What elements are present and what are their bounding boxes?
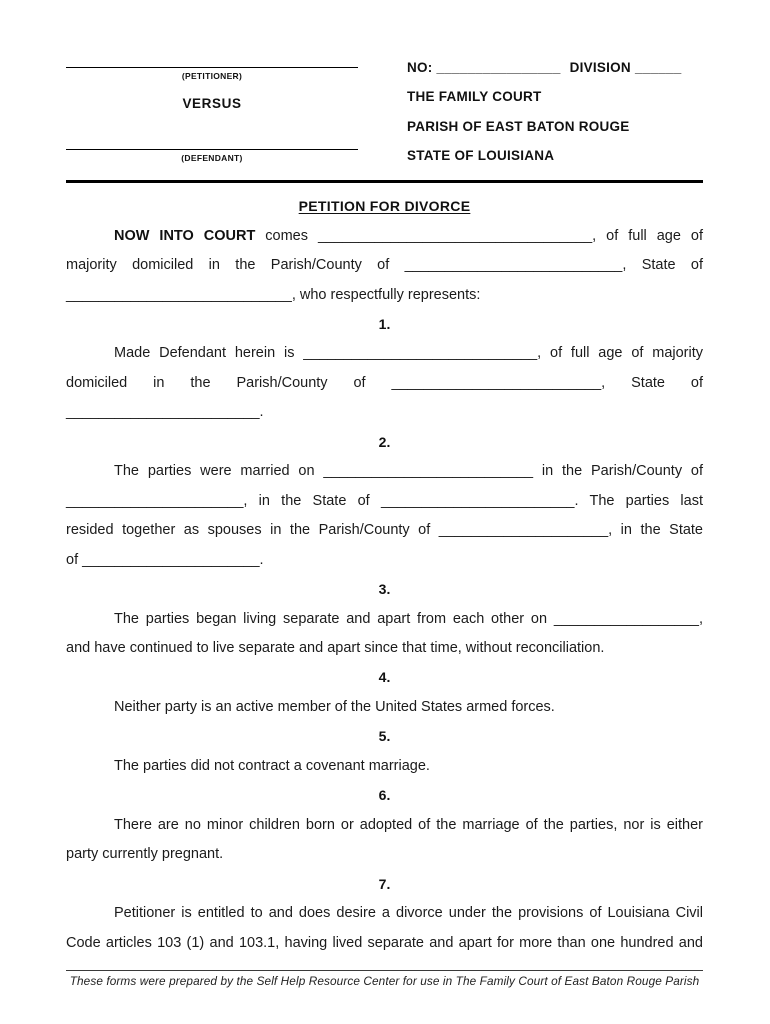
text-run: comes [255,227,318,244]
text-run: , [698,610,703,627]
text-run: The parties did not contract a covenant marriage. [114,757,430,774]
section-5-paragraph [66,752,703,781]
text-line [66,516,703,545]
section-5-number: 5. [378,728,391,745]
text-line [66,222,703,251]
text-line [66,634,703,663]
petitioner-parish-field[interactable]: ___________________________ [404,257,623,274]
text-run: and have continued to live separate and apart since that time, without reconciliation. [66,639,605,656]
text-run: majority domiciled in the Parish/County of [66,257,405,274]
text-line [66,339,703,368]
text-run: , who respectfully represents: [291,286,481,303]
text-line [66,693,703,722]
marriage-state-field[interactable]: ________________________ [380,492,575,509]
court-name: THE FAMILY COURT [407,89,542,105]
text-line [66,605,703,634]
text-line [66,251,703,280]
text-run: Neither party is an active member of the United States armed forces. [114,698,555,715]
section-4-paragraph [66,693,703,722]
separation-date-field[interactable]: __________________ [553,610,699,627]
text-run: There are no minor children born or adopted of the marriage of the parties, nor is either [114,816,703,833]
text-line [66,840,703,869]
defendant-state-field[interactable]: ________________________ [66,404,260,421]
page-footer [66,970,703,988]
case-number-field[interactable]: ________________ [436,60,561,75]
text-line [66,811,703,840]
text-line [66,487,703,516]
text-run: , in the State of [243,492,381,509]
section-1-paragraph [66,339,703,427]
section-3-number: 3. [378,581,391,598]
text-run: . [259,551,264,568]
petitioner-name-line[interactable] [66,50,358,68]
text-line [66,281,703,310]
party-caption [66,50,358,171]
footer-note: These forms were prepared by the Self Help Resource Center for use in The Family Court of East Baton Rouge Parish [69,974,700,988]
court-parish: PARISH OF EAST BATON ROUGE [407,118,630,134]
section-1-number: 1. [378,315,391,332]
caption-header [66,50,703,171]
text-run: domiciled in the Parish/County of [66,374,392,391]
division-label: DIVISION [569,60,631,75]
text-run: , in the State [608,522,703,539]
section-6-number: 6. [378,787,391,804]
text-run: . [259,404,264,421]
text-run: Made Defendant herein is [114,345,304,362]
text-run: party currently pregnant. [66,846,224,863]
section-6-paragraph [66,811,703,870]
text-run: of [66,551,83,568]
division-field[interactable]: ______ [634,60,682,75]
text-run: Petitioner is entitled to and does desire a divorce under the provisions of Louisiana Civil [114,905,703,922]
case-no-label: NO: [407,60,433,75]
text-line [66,899,703,928]
case-number-line [407,53,703,82]
text-line [66,457,703,486]
text-line [66,546,703,575]
caption-divider-rule [66,180,703,183]
petitioner-name-field[interactable]: __________________________________ [317,227,593,244]
text-run: , State of [622,257,703,274]
court-caption [407,50,703,171]
section-4-number: 4. [378,669,391,686]
text-run: in the Parish/County of [533,463,703,480]
section-2-paragraph [66,457,703,575]
document-body [66,222,703,958]
marriage-parish-field[interactable]: ______________________ [66,492,244,509]
text-run: resided together as spouses in the Parish/County of [66,522,439,539]
defendant-name-line[interactable] [66,133,358,150]
text-line [66,398,703,427]
petitioner-label: (PETITIONER) [181,71,243,81]
section-7-paragraph [66,899,703,958]
text-run: . The parties last [574,492,703,509]
text-run: , of full age of majority [537,345,704,362]
court-state: STATE OF LOUISIANA [407,148,555,164]
petitioner-state-field[interactable]: ____________________________ [66,286,292,303]
document-title-row [66,196,703,217]
text-line [66,369,703,398]
last-resided-state-field[interactable]: ______________________ [82,551,260,568]
section-3-paragraph [66,605,703,664]
defendant-label: (DEFENDANT) [181,153,243,163]
versus-label: VERSUS [182,96,242,111]
document-title: PETITION FOR DIVORCE [298,197,471,214]
last-resided-parish-field[interactable]: _____________________ [438,522,609,539]
text-run: , State of [601,374,704,391]
intro-paragraph [66,222,703,310]
marriage-date-field[interactable]: __________________________ [323,463,534,480]
text-line [66,929,703,958]
text-run: The parties began living separate and apart from each other on [114,610,554,627]
text-run: NOW INTO COURT [114,227,256,244]
section-7-number: 7. [378,875,391,892]
section-2-number: 2. [378,433,391,450]
text-run: , of full age of [592,227,703,244]
text-run: The parties were married on [114,463,324,480]
text-line [66,752,703,781]
defendant-parish-field[interactable]: __________________________ [391,374,602,391]
defendant-name-field[interactable]: _____________________________ [303,345,538,362]
text-run: Code articles 103 (1) and 103.1, having lived separate and apart for more than one hundred and [66,934,703,951]
